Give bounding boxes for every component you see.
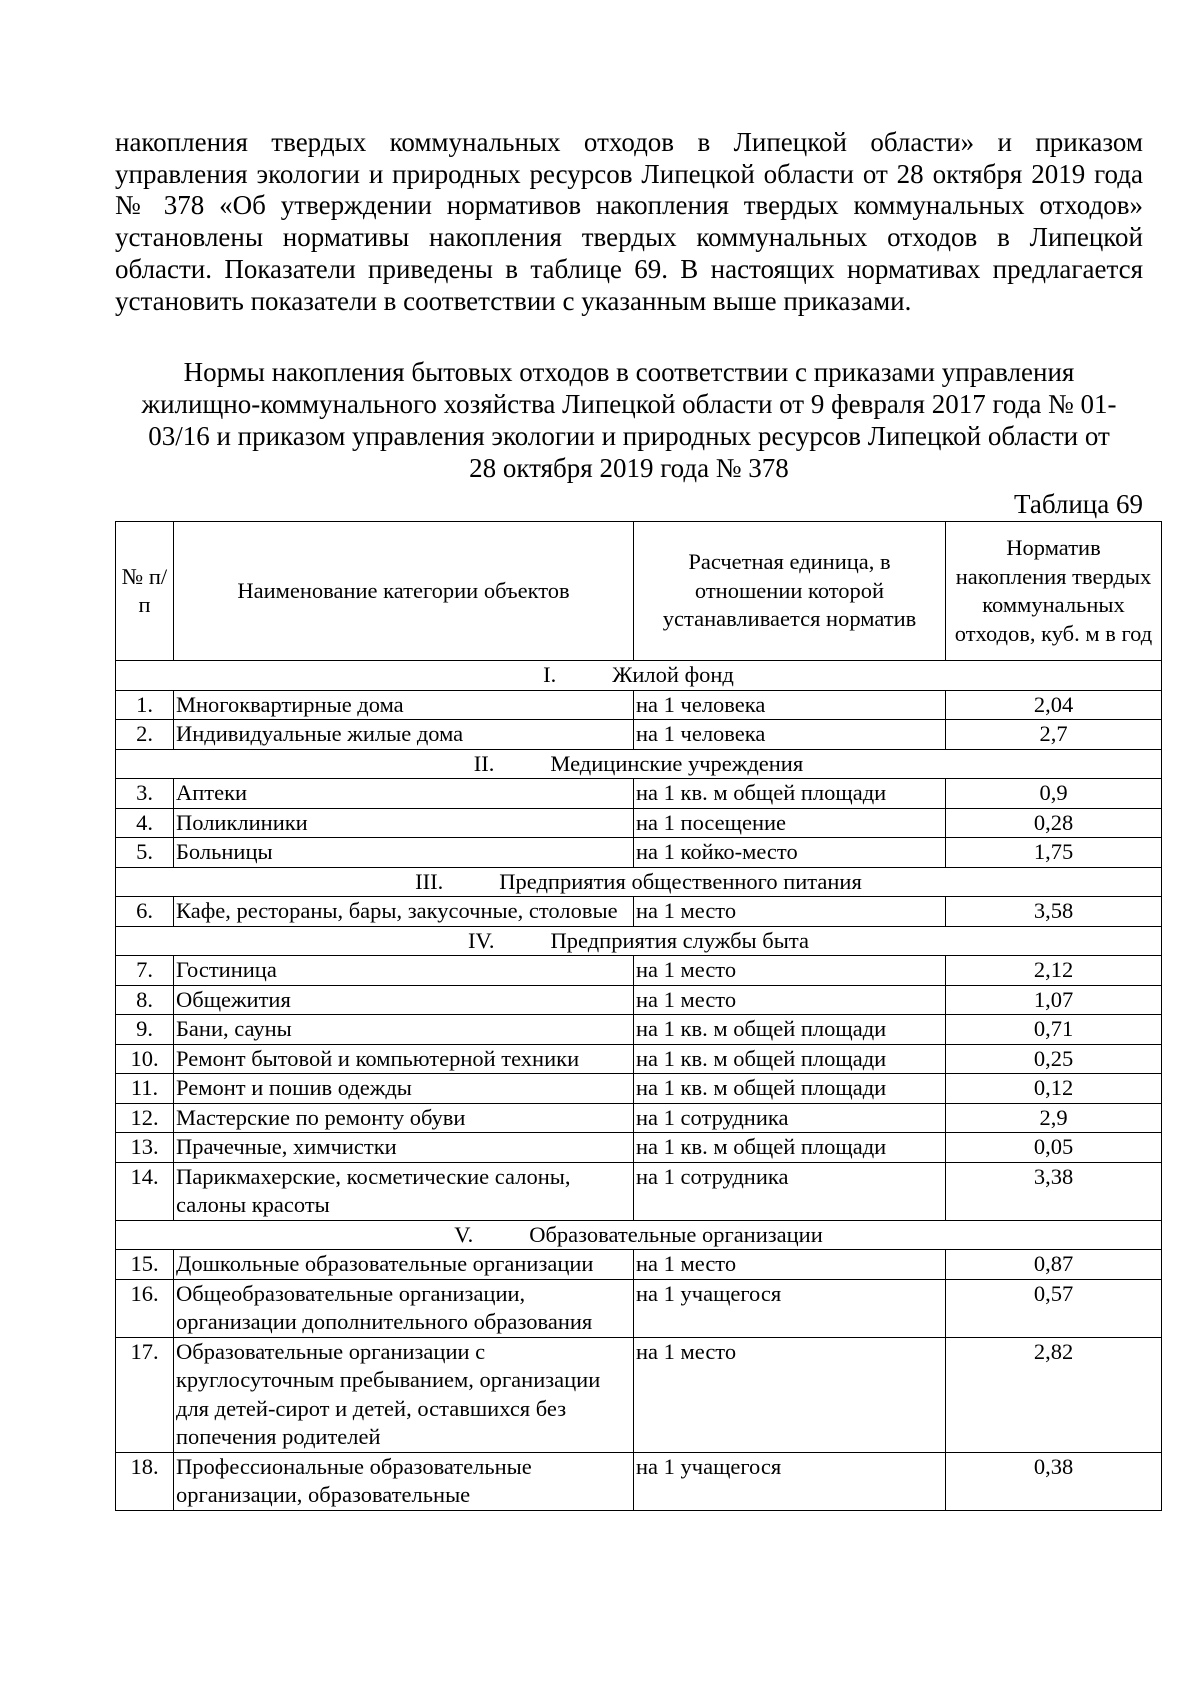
table-row [116,1103,1162,1133]
norm-value: 0,25 [946,1044,1162,1074]
norm-value: 2,9 [946,1103,1162,1133]
table-row [116,897,1162,927]
norm-value: 0,87 [946,1250,1162,1280]
table-header-row [116,522,1162,661]
section-heading [116,661,1162,691]
norm-value: 0,12 [946,1074,1162,1104]
section-title: Образовательные организации [529,1221,823,1247]
norm-value: 0,28 [946,808,1162,838]
table-row [116,808,1162,838]
table-body [116,661,1162,1511]
table-row [116,779,1162,809]
norm-value: 0,38 [946,1452,1162,1510]
table-caption: Нормы накопления бытовых отходов в соответствии с приказами управления жилищно-коммунального хозяйства Липецкой области от 9 февраля 2017 года № 01-03/16 и приказом управления экологии и природных ресурсов Липецкой области от 28 октября 2019 года № 378 [141,357,1117,483]
section-row [116,1220,1162,1250]
row-number: 3. [116,779,174,809]
calculation-unit: на 1 кв. м общей площади [634,1133,946,1163]
norm-value: 2,7 [946,720,1162,750]
calculation-unit: на 1 учащегося [634,1279,946,1337]
table-row [116,1044,1162,1074]
row-number: 9. [116,1015,174,1045]
calculation-unit: на 1 учащегося [634,1452,946,1510]
section-title: Медицинские учреждения [550,750,804,776]
object-category: Образовательные организации с круглосуточным пребыванием, организации для детей-сирот и детей, оставшихся без попечения родителей [174,1337,634,1452]
calculation-unit: на 1 кв. м общей площади [634,1015,946,1045]
object-category: Гостиница [174,956,634,986]
object-category: Общеобразовательные организации, организации дополнительного образования [174,1279,634,1337]
row-number: 11. [116,1074,174,1104]
object-category: Мастерские по ремонту обуви [174,1103,634,1133]
object-category: Бани, сауны [174,1015,634,1045]
section-row [116,926,1162,956]
object-category: Дошкольные образовательные организации [174,1250,634,1280]
section-row [116,749,1162,779]
section-heading [116,867,1162,897]
table-row [116,1015,1162,1045]
object-category: Ремонт бытовой и компьютерной техники [174,1044,634,1074]
table-number-label: Таблица 69 [1014,489,1143,519]
section-title: Предприятия общественного питания [499,868,862,894]
section-title: Жилой фонд [612,662,734,687]
object-category: Индивидуальные жилые дома [174,720,634,750]
calculation-unit: на 1 человека [634,720,946,750]
table-row [116,1162,1162,1220]
norm-value: 0,71 [946,1015,1162,1045]
calculation-unit: на 1 кв. м общей площади [634,1074,946,1104]
norm-value: 3,38 [946,1162,1162,1220]
calculation-unit: на 1 кв. м общей площади [634,779,946,809]
norm-value: 0,57 [946,1279,1162,1337]
section-heading [116,1220,1162,1250]
header-unit: Расчетная единица, в отношении которой устанавливается норматив [634,522,946,661]
calculation-unit: на 1 место [634,897,946,927]
header-num: № п/п [116,522,174,661]
calculation-unit: на 1 человека [634,690,946,720]
table-row [116,1074,1162,1104]
row-number: 8. [116,985,174,1015]
calculation-unit: на 1 койко-место [634,838,946,868]
row-number: 1. [116,690,174,720]
row-number: 17. [116,1337,174,1452]
object-category: Больницы [174,838,634,868]
table-row [116,956,1162,986]
calculation-unit: на 1 место [634,1250,946,1280]
table-row [116,1250,1162,1280]
object-category: Парикмахерские, косметические салоны, салоны красоты [174,1162,634,1220]
section-number: I. [543,662,557,687]
object-category: Поликлиники [174,808,634,838]
section-heading [116,926,1162,956]
row-number: 12. [116,1103,174,1133]
section-heading [116,749,1162,779]
object-category: Аптеки [174,779,634,809]
norm-value: 1,07 [946,985,1162,1015]
row-number: 18. [116,1452,174,1510]
row-number: 13. [116,1133,174,1163]
header-name: Наименование категории объектов [174,522,634,661]
intro-paragraph: накопления твердых коммунальных отходов в Липецкой области» и приказом управления экологии и природных ресурсов Липецкой области от 28 октября 2019 года № 378 «Об утверждении нормативов накопления твердых коммунальных отходов» установлены нормативы накопления твердых коммунальных отходов в Липецкой области. Показатели приведены в таблице 69. В настоящих нормативах предлагается установить показатели в соответствии с указанным выше приказами. [115,127,1143,316]
calculation-unit: на 1 место [634,956,946,986]
row-number: 10. [116,1044,174,1074]
waste-norms-table [115,521,1162,1511]
norm-value: 0,05 [946,1133,1162,1163]
section-title: Предприятия службы быта [550,927,809,953]
norm-value: 1,75 [946,838,1162,868]
calculation-unit: на 1 посещение [634,808,946,838]
row-number: 2. [116,720,174,750]
row-number: 5. [116,838,174,868]
norm-value: 3,58 [946,897,1162,927]
table-row [116,1337,1162,1452]
section-number: IV. [468,927,495,953]
norm-value: 2,12 [946,956,1162,986]
calculation-unit: на 1 сотрудника [634,1103,946,1133]
table-row [116,1133,1162,1163]
table-row [116,838,1162,868]
row-number: 7. [116,956,174,986]
table-row [116,720,1162,750]
object-category: Общежития [174,985,634,1015]
header-value: Норматив накопления твердых коммунальных отходов, куб. м в год [946,522,1162,661]
section-number: II. [473,750,495,776]
calculation-unit: на 1 место [634,985,946,1015]
row-number: 16. [116,1279,174,1337]
object-category: Многоквартирные дома [174,690,634,720]
table-row [116,985,1162,1015]
calculation-unit: на 1 кв. м общей площади [634,1044,946,1074]
object-category: Ремонт и пошив одежды [174,1074,634,1104]
row-number: 14. [116,1162,174,1220]
section-number: III. [415,868,444,894]
norm-value: 2,04 [946,690,1162,720]
object-category: Кафе, рестораны, бары, закусочные, столовые [174,897,634,927]
row-number: 6. [116,897,174,927]
section-row [116,661,1162,691]
object-category: Прачечные, химчистки [174,1133,634,1163]
table-row [116,1279,1162,1337]
row-number: 4. [116,808,174,838]
row-number: 15. [116,1250,174,1280]
table-row [116,690,1162,720]
section-row [116,867,1162,897]
calculation-unit: на 1 сотрудника [634,1162,946,1220]
norm-value: 0,9 [946,779,1162,809]
section-number: V. [454,1221,474,1247]
calculation-unit: на 1 место [634,1337,946,1452]
table-row [116,1452,1162,1510]
object-category: Профессиональные образовательные организации, образовательные [174,1452,634,1510]
norm-value: 2,82 [946,1337,1162,1452]
